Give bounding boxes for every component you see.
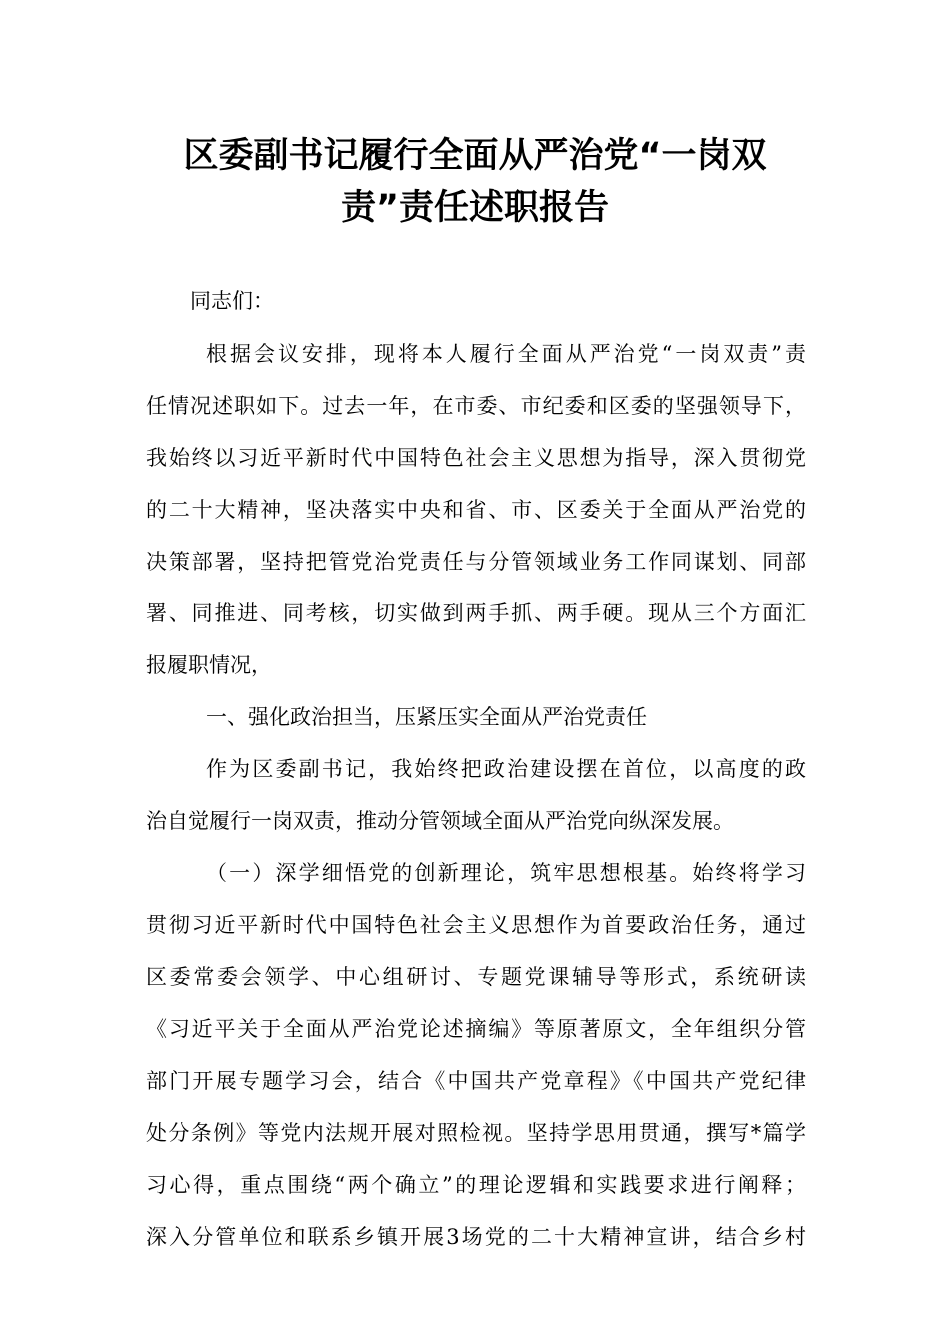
paragraph-line: 习心得，重点围绕“两个确立”的理论逻辑和实践要求进行阐释； [146,1173,806,1197]
paragraph-line: 处分条例》等党内法规开展对照检视。坚持学思用贯通，撰写*篇学 [146,1121,806,1145]
paragraph-line: 任情况述职如下。过去一年，在市委、市纪委和区委的坚强领导下， [146,394,806,418]
paragraph-line: 贯彻习近平新时代中国特色社会主义思想作为首要政治任务，通过 [146,913,806,937]
salutation: 同志们： [190,289,274,313]
subsection-paragraph-line: （一）深学细悟党的创新理论，筑牢思想根基。始终将学习 [206,861,806,885]
paragraph-line: 深入分管单位和联系乡镇开展3场党的二十大精神宣讲，结合乡村 [146,1225,806,1249]
paragraph-line: 我始终以习近平新时代中国特色社会主义思想为指导，深入贯彻党 [146,446,806,470]
document-title-line-1: 区委副书记履行全面从严治党“一岗双 [183,136,767,176]
paragraph-line: 的二十大精神，坚决落实中央和省、市、区委关于全面从严治党的 [146,498,806,522]
paragraph-line: 部门开展专题学习会，结合《中国共产党章程》《中国共产党纪律 [146,1069,806,1093]
document-title-line-2: 责”责任述职报告 [340,188,609,228]
paragraph-line: 作为区委副书记，我始终把政治建设摆在首位，以高度的政 [206,757,806,781]
paragraph-line: 根据会议安排，现将本人履行全面从严治党“一岗双责”责 [206,342,806,366]
section-heading: 一、强化政治担当，压紧压实全面从严治党责任 [206,705,647,729]
paragraph-line: 报履职情况， [146,653,272,677]
paragraph-line: 区委常委会领学、中心组研讨、专题党课辅导等形式，系统研读 [146,965,806,989]
paragraph-line: 决策部署，坚持把管党治党责任与分管领域业务工作同谋划、同部 [146,550,806,574]
paragraph-line: 署、同推进、同考核，切实做到两手抓、两手硬。现从三个方面汇 [146,601,806,625]
paragraph-line: 治自觉履行一岗双责，推动分管领域全面从严治党向纵深发展。 [146,809,734,833]
paragraph-line: 《习近平关于全面从严治党论述摘编》等原著原文，全年组织分管 [146,1017,806,1041]
